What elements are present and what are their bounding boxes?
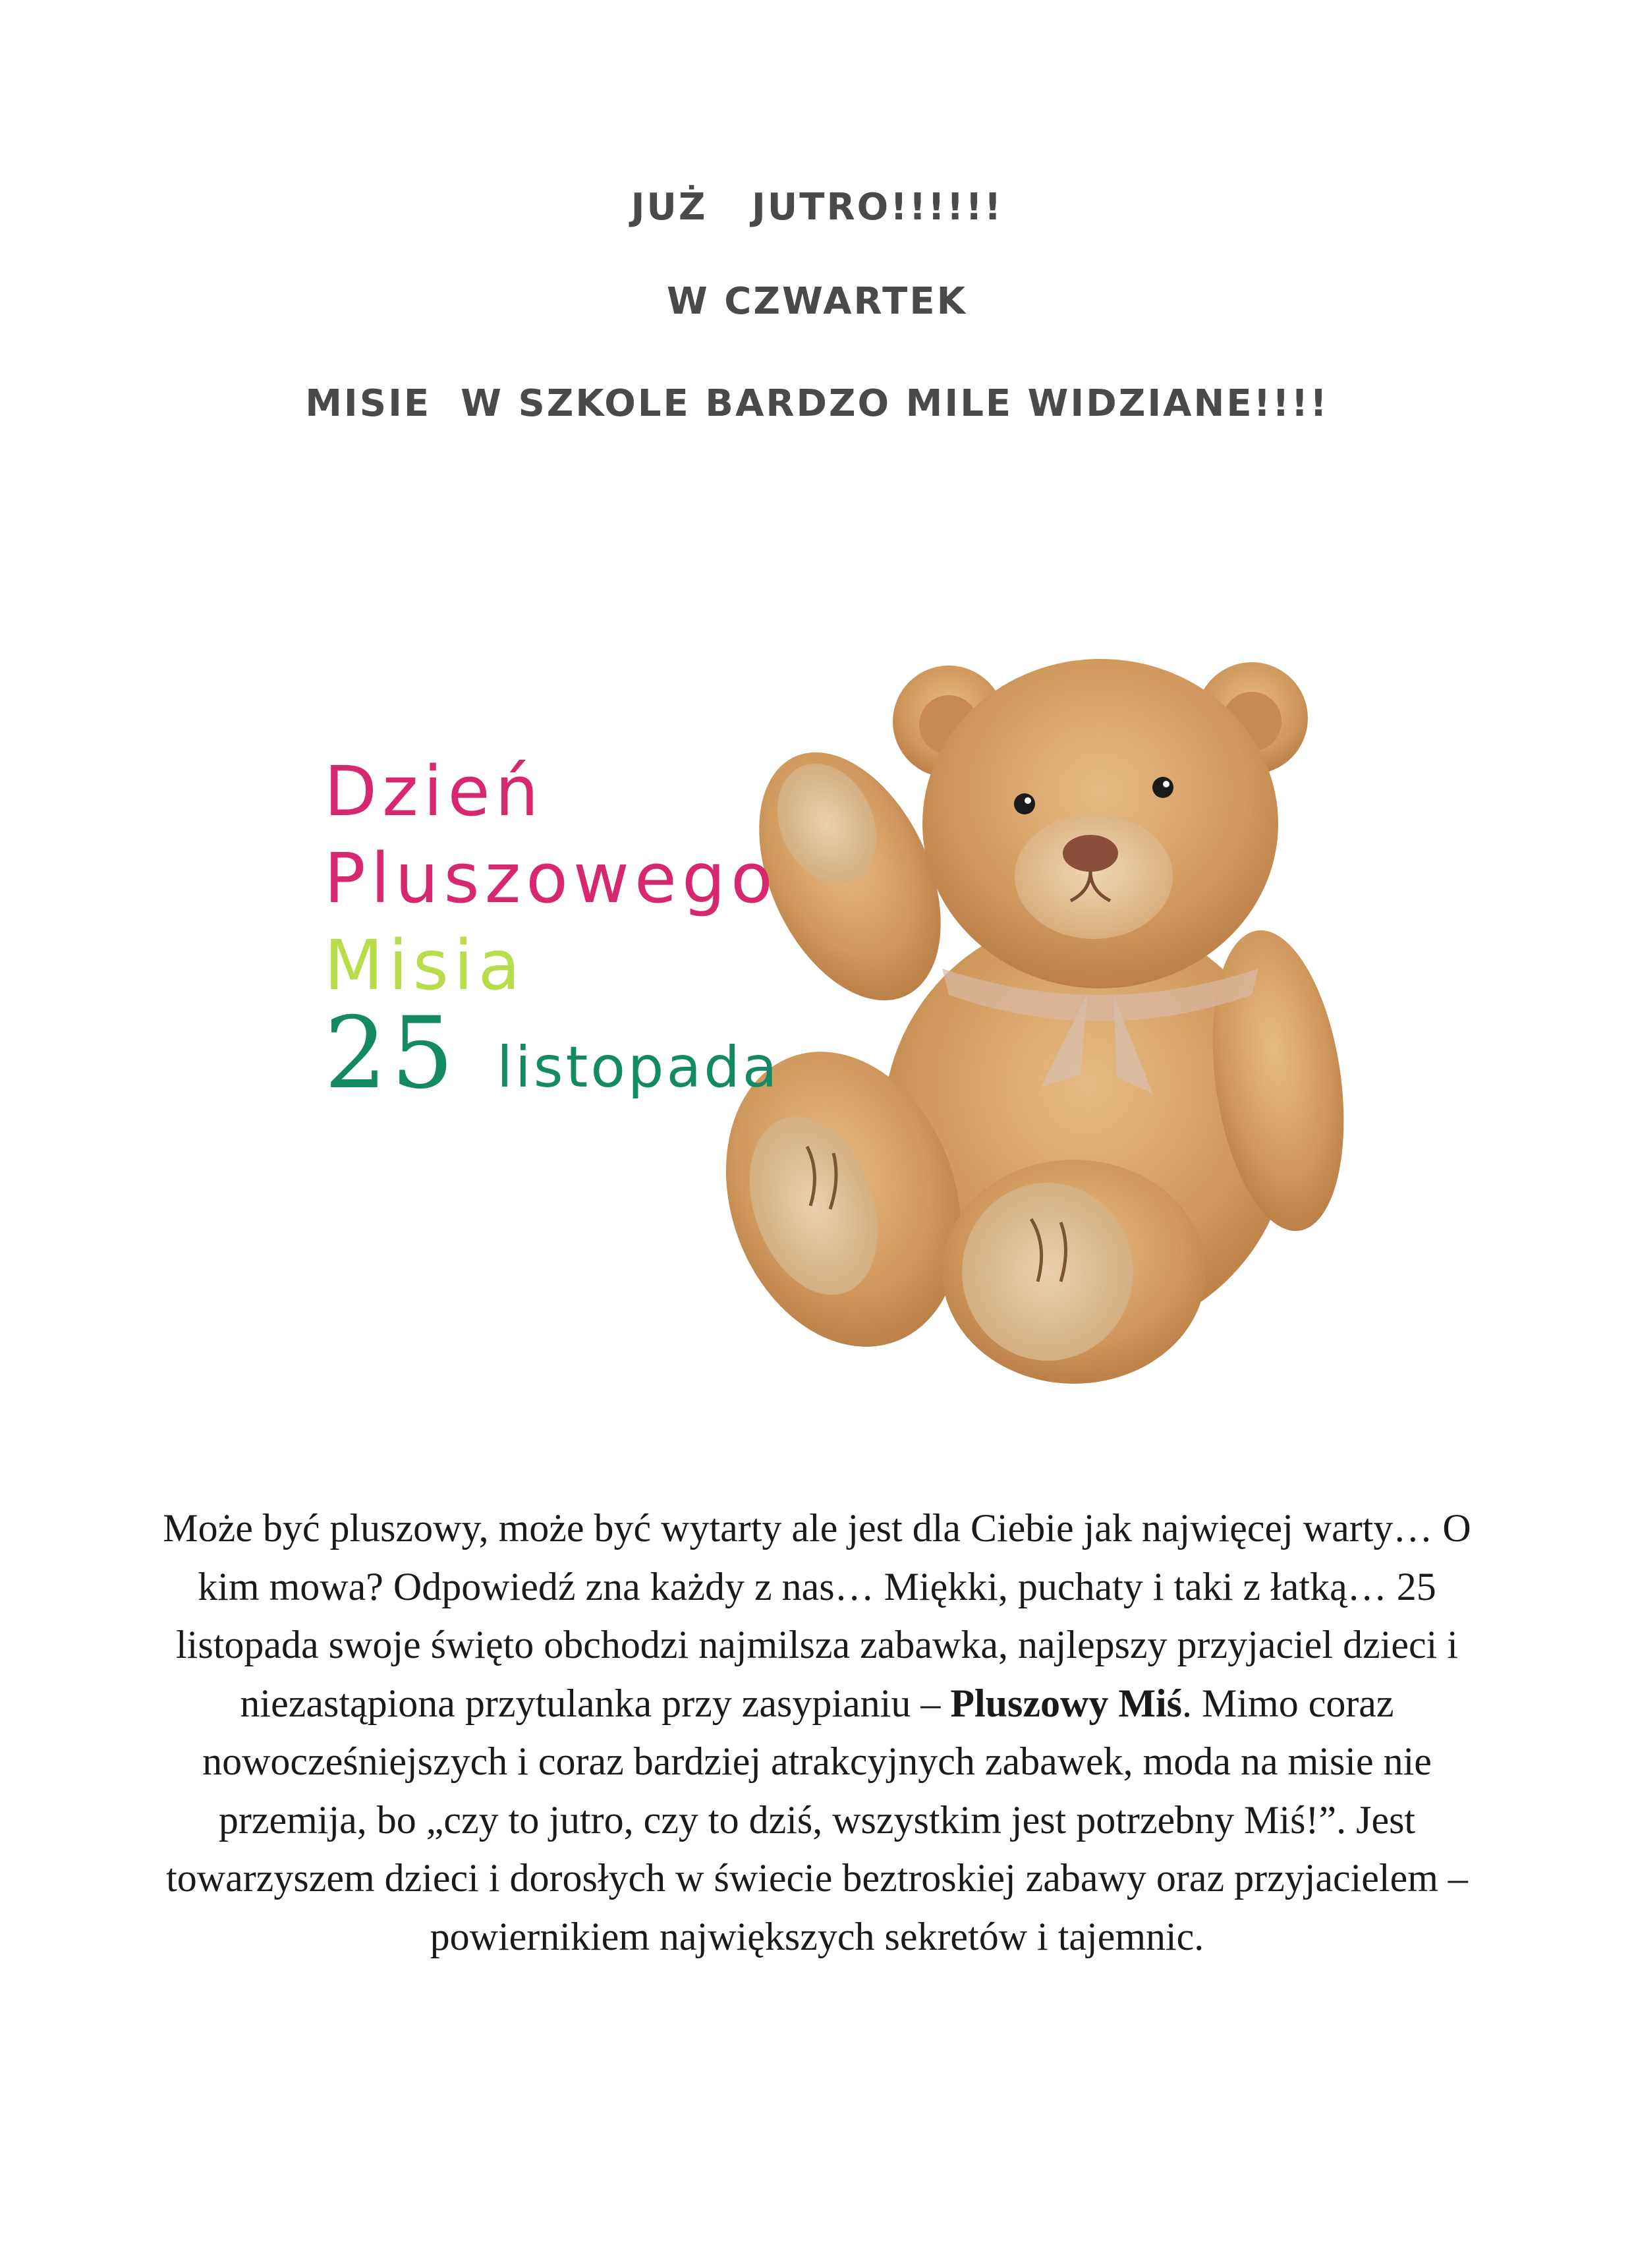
title-day-word: Dzień xyxy=(324,751,544,832)
teddy-bear-icon xyxy=(665,626,1403,1384)
title-date-number: 25 xyxy=(324,996,458,1111)
title-teddy-word: Pluszowego xyxy=(324,838,778,919)
title-date-month: listopada xyxy=(497,1035,780,1100)
body-text-part2: . Mimo coraz nowocześniejszych i coraz bardziej atrakcyjnych zabawek, moda na misie nie przemija, bo „czy to jutro, czy to dziś, wszystkim jest potrzebny Miś!”. Jest towarzyszem dzieci i dorosłych w świecie beztroskiej zabawy oraz przyjacielem – powiernikiem największych sekretów i tajemnic. xyxy=(166,1681,1468,1958)
body-text-part1: Może być pluszowy, może być wytarty ale jest dla Ciebie jak najwięcej warty… O kim mowa? Odpowiedź zna każdy z nas… Miękki, puchaty i taki z łatką… 25 listopada swoje święto obchodzi najmilsza zabawka, najlepszy przyjaciel dzieci i niezastąpiona przytulanka przy zasypianiu – xyxy=(163,1506,1471,1725)
heading-thursday: W CZWARTEK xyxy=(666,280,967,323)
body-text-bold: Pluszowy Miś xyxy=(950,1681,1182,1725)
heading-tomorrow: JUŻ JUTRO!!!!!! xyxy=(631,186,1003,229)
body-paragraph xyxy=(158,1499,1476,1966)
title-bear-word: Misia xyxy=(324,925,526,1006)
heading-bears-welcome: MISIE W SZKOLE BARDZO MILE WIDZIANE!!!! xyxy=(305,382,1329,425)
